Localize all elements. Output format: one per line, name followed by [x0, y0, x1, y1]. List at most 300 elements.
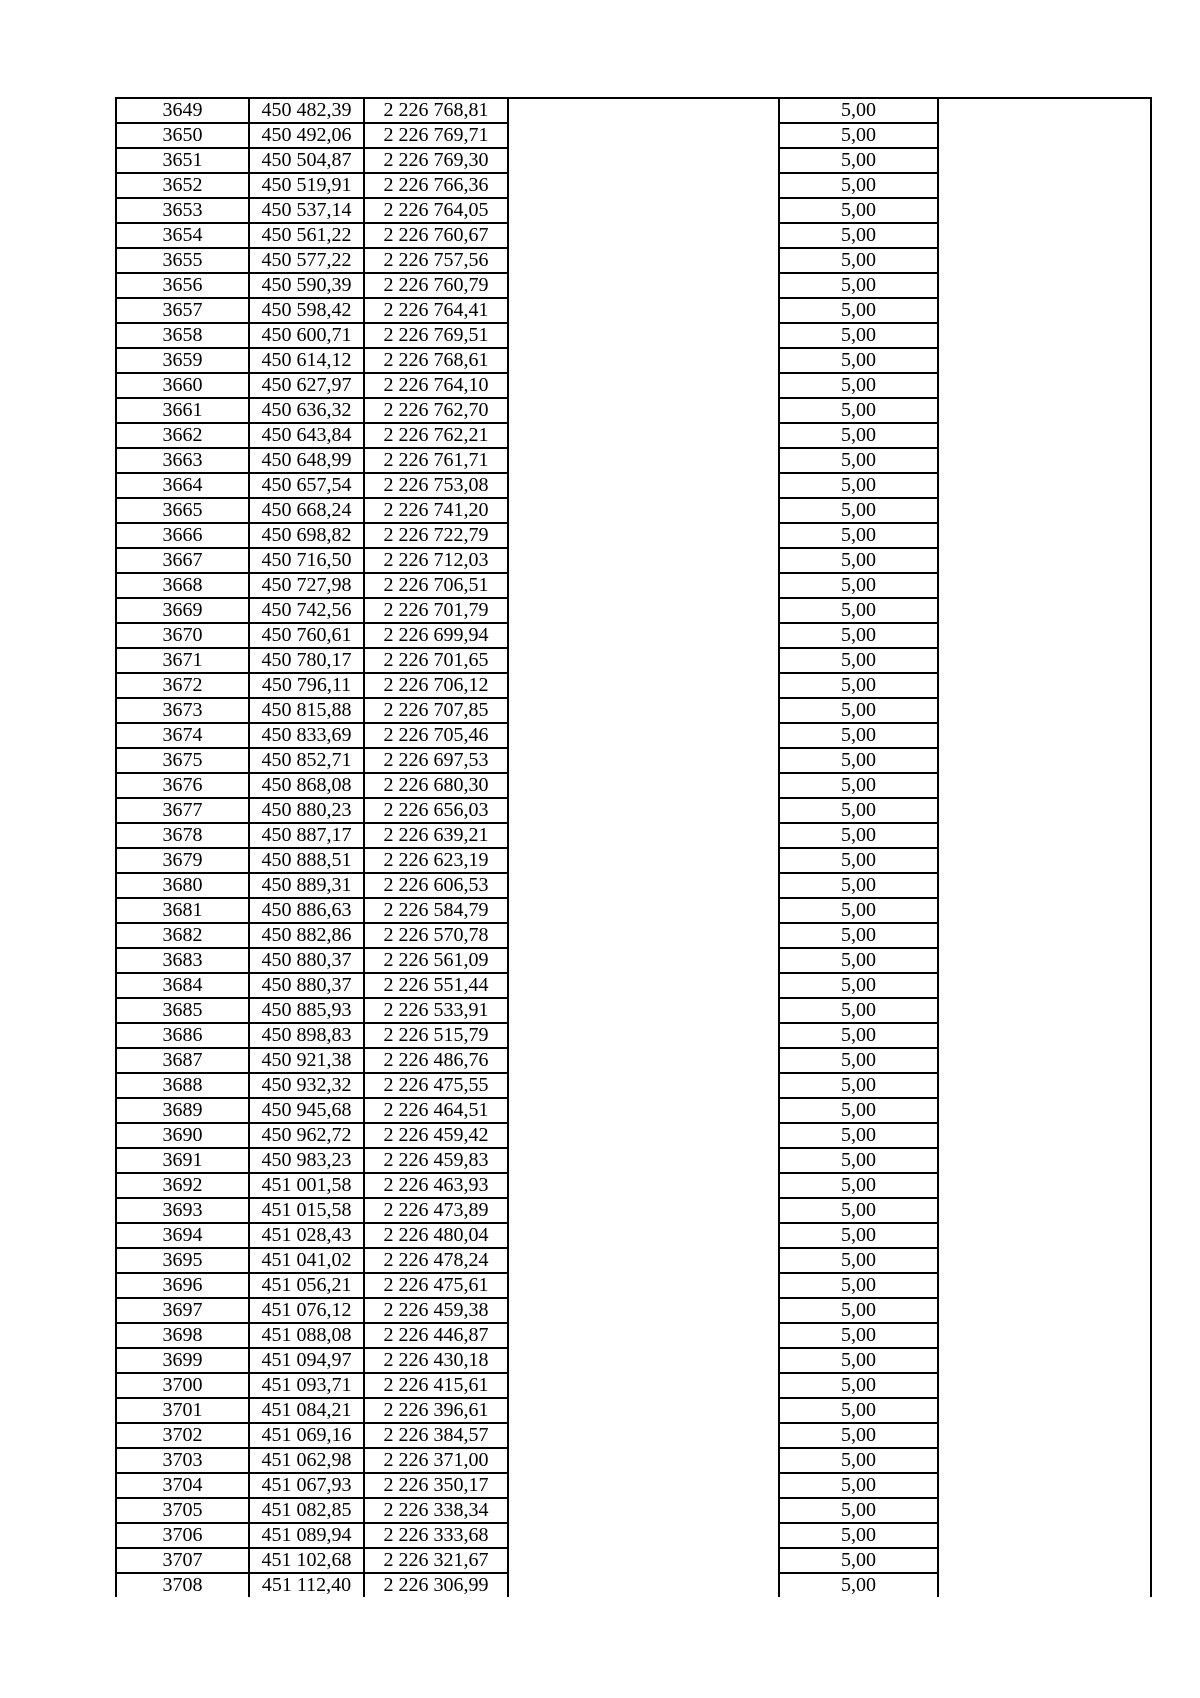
empty-cell: [938, 748, 1151, 773]
empty-cell: [938, 1573, 1151, 1597]
empty-cell: [508, 1298, 779, 1323]
coordinates-table-body: [116, 98, 1151, 1597]
y-coordinate-cell: 2 226 475,61: [364, 1273, 508, 1298]
x-coordinate-cell: 450 889,31: [249, 873, 364, 898]
value-cell: 5,00: [779, 898, 938, 923]
empty-cell: [508, 1548, 779, 1573]
table-row: [116, 798, 1151, 823]
empty-cell: [938, 598, 1151, 623]
empty-cell: [938, 98, 1151, 123]
empty-cell: [938, 1398, 1151, 1423]
empty-cell: [508, 1573, 779, 1597]
empty-cell: [508, 198, 779, 223]
x-coordinate-cell: 450 519,91: [249, 173, 364, 198]
y-coordinate-cell: 2 226 464,51: [364, 1098, 508, 1123]
empty-cell: [508, 1248, 779, 1273]
x-coordinate-cell: 450 887,17: [249, 823, 364, 848]
empty-cell: [508, 573, 779, 598]
x-coordinate-cell: 450 833,69: [249, 723, 364, 748]
value-cell: 5,00: [779, 573, 938, 598]
point-number-cell: 3691: [116, 1148, 249, 1173]
empty-cell: [508, 1373, 779, 1398]
y-coordinate-cell: 2 226 570,78: [364, 923, 508, 948]
table-row: [116, 1373, 1151, 1398]
value-cell: 5,00: [779, 198, 938, 223]
empty-cell: [938, 1098, 1151, 1123]
y-coordinate-cell: 2 226 764,10: [364, 373, 508, 398]
table-row: [116, 1498, 1151, 1523]
point-number-cell: 3679: [116, 848, 249, 873]
x-coordinate-cell: 450 614,12: [249, 348, 364, 373]
empty-cell: [508, 748, 779, 773]
empty-cell: [508, 1123, 779, 1148]
empty-cell: [938, 423, 1151, 448]
y-coordinate-cell: 2 226 768,81: [364, 98, 508, 123]
value-cell: 5,00: [779, 1323, 938, 1348]
point-number-cell: 3660: [116, 373, 249, 398]
empty-cell: [938, 1373, 1151, 1398]
empty-cell: [508, 873, 779, 898]
x-coordinate-cell: 450 627,97: [249, 373, 364, 398]
value-cell: 5,00: [779, 498, 938, 523]
x-coordinate-cell: 451 089,94: [249, 1523, 364, 1548]
value-cell: 5,00: [779, 1423, 938, 1448]
value-cell: 5,00: [779, 98, 938, 123]
x-coordinate-cell: 450 504,87: [249, 148, 364, 173]
y-coordinate-cell: 2 226 766,36: [364, 173, 508, 198]
y-coordinate-cell: 2 226 321,67: [364, 1548, 508, 1573]
table-row: [116, 648, 1151, 673]
empty-cell: [508, 523, 779, 548]
value-cell: 5,00: [779, 1448, 938, 1473]
table-row: [116, 323, 1151, 348]
y-coordinate-cell: 2 226 706,12: [364, 673, 508, 698]
point-number-cell: 3655: [116, 248, 249, 273]
empty-cell: [938, 173, 1151, 198]
empty-cell: [508, 1498, 779, 1523]
table-row: [116, 273, 1151, 298]
value-cell: 5,00: [779, 298, 938, 323]
empty-cell: [508, 773, 779, 798]
x-coordinate-cell: 450 880,37: [249, 973, 364, 998]
value-cell: 5,00: [779, 123, 938, 148]
y-coordinate-cell: 2 226 561,09: [364, 948, 508, 973]
empty-cell: [938, 648, 1151, 673]
empty-cell: [938, 123, 1151, 148]
point-number-cell: 3650: [116, 123, 249, 148]
empty-cell: [508, 423, 779, 448]
value-cell: 5,00: [779, 798, 938, 823]
table-row: [116, 198, 1151, 223]
x-coordinate-cell: 451 015,58: [249, 1198, 364, 1223]
y-coordinate-cell: 2 226 762,70: [364, 398, 508, 423]
table-row: [116, 1423, 1151, 1448]
empty-cell: [938, 373, 1151, 398]
table-row: [116, 548, 1151, 573]
empty-cell: [508, 823, 779, 848]
point-number-cell: 3662: [116, 423, 249, 448]
y-coordinate-cell: 2 226 475,55: [364, 1073, 508, 1098]
x-coordinate-cell: 450 742,56: [249, 598, 364, 623]
table-row: [116, 948, 1151, 973]
point-number-cell: 3657: [116, 298, 249, 323]
x-coordinate-cell: 450 885,93: [249, 998, 364, 1023]
table-row: [116, 1123, 1151, 1148]
point-number-cell: 3652: [116, 173, 249, 198]
y-coordinate-cell: 2 226 769,51: [364, 323, 508, 348]
x-coordinate-cell: 451 112,40: [249, 1573, 364, 1597]
x-coordinate-cell: 450 945,68: [249, 1098, 364, 1123]
point-number-cell: 3649: [116, 98, 249, 123]
empty-cell: [938, 1498, 1151, 1523]
x-coordinate-cell: 451 094,97: [249, 1348, 364, 1373]
y-coordinate-cell: 2 226 446,87: [364, 1323, 508, 1348]
y-coordinate-cell: 2 226 712,03: [364, 548, 508, 573]
empty-cell: [938, 848, 1151, 873]
empty-cell: [938, 573, 1151, 598]
value-cell: 5,00: [779, 1098, 938, 1123]
empty-cell: [938, 1198, 1151, 1223]
y-coordinate-cell: 2 226 306,99: [364, 1573, 508, 1597]
x-coordinate-cell: 450 880,23: [249, 798, 364, 823]
value-cell: 5,00: [779, 1523, 938, 1548]
x-coordinate-cell: 451 062,98: [249, 1448, 364, 1473]
y-coordinate-cell: 2 226 707,85: [364, 698, 508, 723]
empty-cell: [508, 1323, 779, 1348]
empty-cell: [938, 348, 1151, 373]
empty-cell: [938, 1023, 1151, 1048]
empty-cell: [938, 1348, 1151, 1373]
empty-cell: [938, 1423, 1151, 1448]
empty-cell: [508, 1523, 779, 1548]
x-coordinate-cell: 450 590,39: [249, 273, 364, 298]
empty-cell: [508, 498, 779, 523]
y-coordinate-cell: 2 226 764,05: [364, 198, 508, 223]
empty-cell: [938, 1123, 1151, 1148]
empty-cell: [508, 173, 779, 198]
table-row: [116, 523, 1151, 548]
value-cell: 5,00: [779, 1048, 938, 1073]
table-row: [116, 598, 1151, 623]
empty-cell: [508, 598, 779, 623]
y-coordinate-cell: 2 226 396,61: [364, 1398, 508, 1423]
value-cell: 5,00: [779, 848, 938, 873]
table-row: [116, 423, 1151, 448]
value-cell: 5,00: [779, 873, 938, 898]
y-coordinate-cell: 2 226 656,03: [364, 798, 508, 823]
empty-cell: [938, 148, 1151, 173]
x-coordinate-cell: 451 093,71: [249, 1373, 364, 1398]
point-number-cell: 3699: [116, 1348, 249, 1373]
y-coordinate-cell: 2 226 761,71: [364, 448, 508, 473]
y-coordinate-cell: 2 226 515,79: [364, 1023, 508, 1048]
table-row: [116, 698, 1151, 723]
value-cell: 5,00: [779, 598, 938, 623]
point-number-cell: 3700: [116, 1373, 249, 1398]
empty-cell: [508, 1348, 779, 1373]
table-row: [116, 298, 1151, 323]
table-row: [116, 98, 1151, 123]
value-cell: 5,00: [779, 1498, 938, 1523]
x-coordinate-cell: 450 727,98: [249, 573, 364, 598]
empty-cell: [508, 323, 779, 348]
coordinates-table: [115, 97, 1152, 1597]
x-coordinate-cell: 450 796,11: [249, 673, 364, 698]
x-coordinate-cell: 451 076,12: [249, 1298, 364, 1323]
point-number-cell: 3661: [116, 398, 249, 423]
x-coordinate-cell: 450 815,88: [249, 698, 364, 723]
point-number-cell: 3653: [116, 198, 249, 223]
value-cell: 5,00: [779, 648, 938, 673]
table-row: [116, 773, 1151, 798]
value-cell: 5,00: [779, 1298, 938, 1323]
empty-cell: [938, 1173, 1151, 1198]
y-coordinate-cell: 2 226 459,42: [364, 1123, 508, 1148]
point-number-cell: 3687: [116, 1048, 249, 1073]
empty-cell: [938, 823, 1151, 848]
value-cell: 5,00: [779, 1198, 938, 1223]
point-number-cell: 3658: [116, 323, 249, 348]
table-row: [116, 1273, 1151, 1298]
table-row: [116, 973, 1151, 998]
x-coordinate-cell: 450 668,24: [249, 498, 364, 523]
point-number-cell: 3666: [116, 523, 249, 548]
y-coordinate-cell: 2 226 760,79: [364, 273, 508, 298]
y-coordinate-cell: 2 226 769,71: [364, 123, 508, 148]
empty-cell: [508, 1448, 779, 1473]
x-coordinate-cell: 450 600,71: [249, 323, 364, 348]
table-row: [116, 148, 1151, 173]
value-cell: 5,00: [779, 1073, 938, 1098]
y-coordinate-cell: 2 226 338,34: [364, 1498, 508, 1523]
x-coordinate-cell: 451 001,58: [249, 1173, 364, 1198]
x-coordinate-cell: 451 056,21: [249, 1273, 364, 1298]
y-coordinate-cell: 2 226 533,91: [364, 998, 508, 1023]
y-coordinate-cell: 2 226 764,41: [364, 298, 508, 323]
table-row: [116, 1473, 1151, 1498]
y-coordinate-cell: 2 226 639,21: [364, 823, 508, 848]
empty-cell: [508, 1148, 779, 1173]
point-number-cell: 3668: [116, 573, 249, 598]
y-coordinate-cell: 2 226 757,56: [364, 248, 508, 273]
x-coordinate-cell: 450 932,32: [249, 1073, 364, 1098]
table-row: [116, 1248, 1151, 1273]
x-coordinate-cell: 450 921,38: [249, 1048, 364, 1073]
empty-cell: [508, 398, 779, 423]
value-cell: 5,00: [779, 973, 938, 998]
y-coordinate-cell: 2 226 333,68: [364, 1523, 508, 1548]
point-number-cell: 3659: [116, 348, 249, 373]
empty-cell: [938, 198, 1151, 223]
value-cell: 5,00: [779, 1373, 938, 1398]
table-row: [116, 123, 1151, 148]
x-coordinate-cell: 450 852,71: [249, 748, 364, 773]
y-coordinate-cell: 2 226 701,65: [364, 648, 508, 673]
point-number-cell: 3667: [116, 548, 249, 573]
value-cell: 5,00: [779, 1273, 938, 1298]
table-row: [116, 223, 1151, 248]
empty-cell: [508, 1023, 779, 1048]
point-number-cell: 3672: [116, 673, 249, 698]
empty-cell: [508, 1073, 779, 1098]
y-coordinate-cell: 2 226 606,53: [364, 873, 508, 898]
table-row: [116, 848, 1151, 873]
table-row: [116, 898, 1151, 923]
point-number-cell: 3697: [116, 1298, 249, 1323]
y-coordinate-cell: 2 226 701,79: [364, 598, 508, 623]
empty-cell: [938, 298, 1151, 323]
value-cell: 5,00: [779, 748, 938, 773]
x-coordinate-cell: 450 561,22: [249, 223, 364, 248]
point-number-cell: 3690: [116, 1123, 249, 1148]
empty-cell: [938, 273, 1151, 298]
x-coordinate-cell: 450 983,23: [249, 1148, 364, 1173]
y-coordinate-cell: 2 226 486,76: [364, 1048, 508, 1073]
point-number-cell: 3708: [116, 1573, 249, 1597]
value-cell: 5,00: [779, 423, 938, 448]
value-cell: 5,00: [779, 173, 938, 198]
table-row: [116, 398, 1151, 423]
point-number-cell: 3665: [116, 498, 249, 523]
point-number-cell: 3670: [116, 623, 249, 648]
x-coordinate-cell: 450 886,63: [249, 898, 364, 923]
x-coordinate-cell: 451 067,93: [249, 1473, 364, 1498]
empty-cell: [508, 898, 779, 923]
point-number-cell: 3688: [116, 1073, 249, 1098]
empty-cell: [508, 673, 779, 698]
empty-cell: [508, 723, 779, 748]
y-coordinate-cell: 2 226 463,93: [364, 1173, 508, 1198]
value-cell: 5,00: [779, 1173, 938, 1198]
point-number-cell: 3681: [116, 898, 249, 923]
point-number-cell: 3689: [116, 1098, 249, 1123]
empty-cell: [508, 1198, 779, 1223]
x-coordinate-cell: 451 069,16: [249, 1423, 364, 1448]
point-number-cell: 3678: [116, 823, 249, 848]
empty-cell: [508, 1398, 779, 1423]
empty-cell: [508, 848, 779, 873]
empty-cell: [938, 523, 1151, 548]
empty-cell: [508, 223, 779, 248]
table-row: [116, 248, 1151, 273]
empty-cell: [938, 1148, 1151, 1173]
empty-cell: [938, 923, 1151, 948]
y-coordinate-cell: 2 226 384,57: [364, 1423, 508, 1448]
empty-cell: [938, 223, 1151, 248]
point-number-cell: 3669: [116, 598, 249, 623]
table-row: [116, 1198, 1151, 1223]
empty-cell: [938, 1548, 1151, 1573]
empty-cell: [508, 623, 779, 648]
empty-cell: [938, 998, 1151, 1023]
empty-cell: [508, 998, 779, 1023]
x-coordinate-cell: 450 643,84: [249, 423, 364, 448]
y-coordinate-cell: 2 226 430,18: [364, 1348, 508, 1373]
empty-cell: [508, 298, 779, 323]
empty-cell: [508, 1098, 779, 1123]
y-coordinate-cell: 2 226 769,30: [364, 148, 508, 173]
table-row: [116, 448, 1151, 473]
table-row: [116, 173, 1151, 198]
table-row: [116, 348, 1151, 373]
x-coordinate-cell: 450 636,32: [249, 398, 364, 423]
point-number-cell: 3705: [116, 1498, 249, 1523]
value-cell: 5,00: [779, 548, 938, 573]
table-row: [116, 723, 1151, 748]
empty-cell: [938, 473, 1151, 498]
x-coordinate-cell: 451 084,21: [249, 1398, 364, 1423]
y-coordinate-cell: 2 226 753,08: [364, 473, 508, 498]
y-coordinate-cell: 2 226 350,17: [364, 1473, 508, 1498]
point-number-cell: 3683: [116, 948, 249, 973]
y-coordinate-cell: 2 226 680,30: [364, 773, 508, 798]
empty-cell: [508, 973, 779, 998]
y-coordinate-cell: 2 226 480,04: [364, 1223, 508, 1248]
empty-cell: [938, 623, 1151, 648]
table-row: [116, 1173, 1151, 1198]
x-coordinate-cell: 450 648,99: [249, 448, 364, 473]
empty-cell: [938, 1273, 1151, 1298]
empty-cell: [938, 723, 1151, 748]
point-number-cell: 3685: [116, 998, 249, 1023]
point-number-cell: 3693: [116, 1198, 249, 1223]
empty-cell: [508, 1048, 779, 1073]
x-coordinate-cell: 451 102,68: [249, 1548, 364, 1573]
value-cell: 5,00: [779, 373, 938, 398]
value-cell: 5,00: [779, 823, 938, 848]
value-cell: 5,00: [779, 1223, 938, 1248]
empty-cell: [508, 98, 779, 123]
empty-cell: [508, 123, 779, 148]
empty-cell: [508, 273, 779, 298]
x-coordinate-cell: 450 760,61: [249, 623, 364, 648]
table-row: [116, 498, 1151, 523]
point-number-cell: 3684: [116, 973, 249, 998]
value-cell: 5,00: [779, 1473, 938, 1498]
x-coordinate-cell: 450 716,50: [249, 548, 364, 573]
y-coordinate-cell: 2 226 371,00: [364, 1448, 508, 1473]
point-number-cell: 3673: [116, 698, 249, 723]
empty-cell: [938, 798, 1151, 823]
x-coordinate-cell: 450 880,37: [249, 948, 364, 973]
table-row: [116, 573, 1151, 598]
empty-cell: [938, 698, 1151, 723]
empty-cell: [938, 323, 1151, 348]
y-coordinate-cell: 2 226 699,94: [364, 623, 508, 648]
empty-cell: [938, 1473, 1151, 1498]
table-row: [116, 1323, 1151, 1348]
empty-cell: [938, 673, 1151, 698]
value-cell: 5,00: [779, 473, 938, 498]
empty-cell: [508, 798, 779, 823]
y-coordinate-cell: 2 226 478,24: [364, 1248, 508, 1273]
value-cell: 5,00: [779, 998, 938, 1023]
table-row: [116, 823, 1151, 848]
empty-cell: [508, 698, 779, 723]
point-number-cell: 3656: [116, 273, 249, 298]
value-cell: 5,00: [779, 923, 938, 948]
x-coordinate-cell: 451 082,85: [249, 1498, 364, 1523]
point-number-cell: 3671: [116, 648, 249, 673]
empty-cell: [938, 1073, 1151, 1098]
empty-cell: [938, 498, 1151, 523]
value-cell: 5,00: [779, 698, 938, 723]
x-coordinate-cell: 451 041,02: [249, 1248, 364, 1273]
x-coordinate-cell: 450 577,22: [249, 248, 364, 273]
point-number-cell: 3680: [116, 873, 249, 898]
table-row: [116, 1298, 1151, 1323]
value-cell: 5,00: [779, 673, 938, 698]
